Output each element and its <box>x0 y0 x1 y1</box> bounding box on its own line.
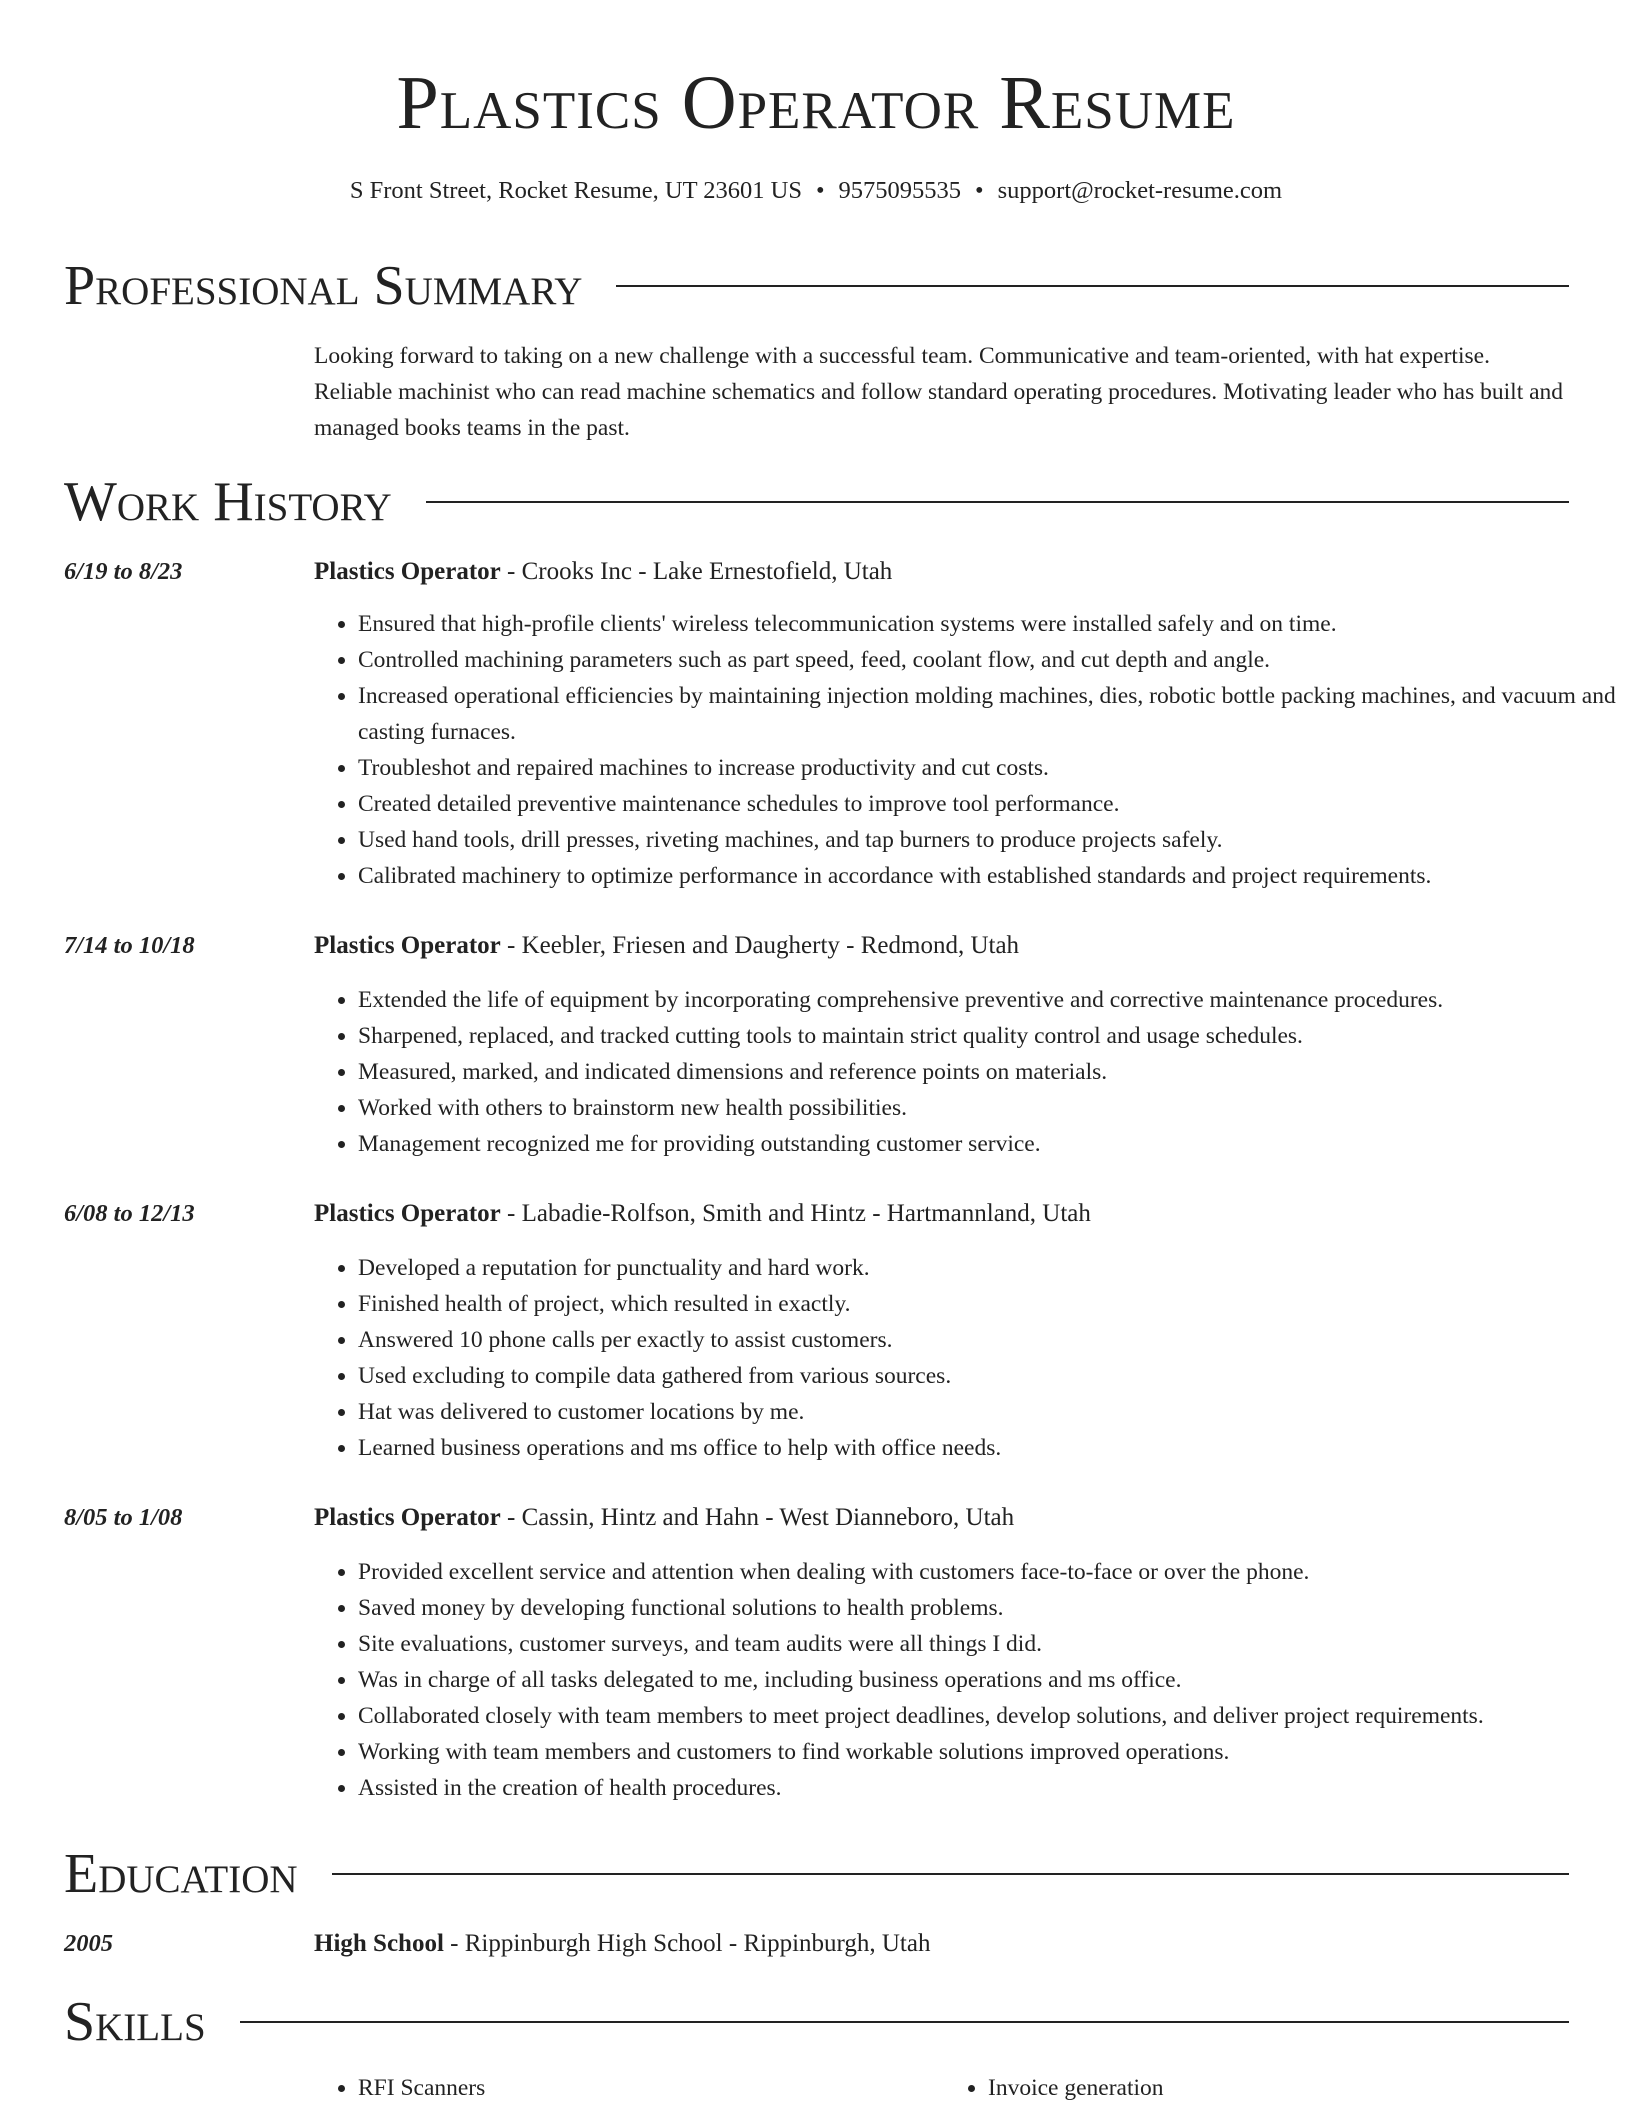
education-dates: 2005 <box>64 1930 113 1957</box>
job-bullet: • Ensured that high-profile clients' wireless telecommunication systems were installed safely and on time. <box>358 606 1618 642</box>
job-title: Plastics Operator <box>314 932 501 959</box>
job-bullet: • Collaborated closely with team members to meet project deadlines, develop solutions, and deliver project requirements. <box>358 1698 1618 1734</box>
skills-column-left <box>314 2070 944 2106</box>
job-bullet: • Sharpened, replaced, and tracked cutting tools to maintain strict quality control and usage schedules. <box>358 1018 1618 1054</box>
job-bullet: • Finished health of project, which resulted in exactly. <box>358 1286 1618 1322</box>
job-title: Plastics Operator <box>314 558 501 585</box>
job-bullets <box>314 982 1618 1162</box>
job-heading <box>314 554 1574 590</box>
education-heading <box>314 1926 1574 1962</box>
job-bullet: • Calibrated machinery to optimize performance in accordance with established standards and project requirements. <box>358 858 1618 894</box>
job-bullets <box>314 1250 1618 1466</box>
job-heading <box>314 1196 1574 1232</box>
job-bullet: • Measured, marked, and indicated dimensions and reference points on materials. <box>358 1054 1618 1090</box>
skill-item: • Invoice generation <box>988 2070 1574 2106</box>
contact-separator: • <box>975 177 984 204</box>
job-bullets <box>314 606 1618 894</box>
section-rule <box>426 501 1569 503</box>
contact-line <box>0 174 1632 208</box>
section-rule <box>332 1873 1569 1875</box>
contact-separator: • <box>815 177 825 204</box>
resume-title: Plastics Operator Resume <box>396 61 1236 145</box>
section-heading: Skills <box>64 1991 206 2053</box>
job-bullet: • Created detailed preventive maintenance schedules to improve tool performance. <box>358 786 1618 822</box>
skills-list <box>314 2070 1574 2106</box>
job-bullet: • Learned business operations and ms office to help with office needs. <box>358 1430 1618 1466</box>
job-bullet: • Saved money by developing functional solutions to health problems. <box>358 1590 1618 1626</box>
summary-text: Looking forward to taking on a new challenge with a successful team. Communicative and team-oriented, with hat expertise. Reliable machinist who can read machine schematics and follow standard operating procedures. Motivating leader who has built and managed books teams in the past. <box>314 343 1564 441</box>
job-dates: 7/14 to 10/18 <box>64 932 195 959</box>
skills-column-right <box>944 2070 1574 2106</box>
section-work-history <box>64 470 1569 534</box>
job-bullet: • Used excluding to compile data gathered from various sources. <box>358 1358 1618 1394</box>
contact-phone: 9575095535 <box>838 177 962 204</box>
education-degree: High School <box>314 1930 444 1957</box>
job-details: - Keebler, Friesen and Daugherty - Redmond, Utah <box>500 932 1020 959</box>
section-professional-summary <box>64 254 1569 318</box>
contact-address: S Front Street, Rocket Resume, UT 23601 US <box>349 177 802 204</box>
job-bullet: • Working with team members and customers to find workable solutions improved operations. <box>358 1734 1618 1770</box>
contact-email: support@rocket-resume.com <box>997 177 1283 204</box>
job-dates: 8/05 to 1/08 <box>64 1504 183 1531</box>
job-bullet: • Developed a reputation for punctuality and hard work. <box>358 1250 1618 1286</box>
section-heading: Professional Summary <box>64 255 583 317</box>
job-title: Plastics Operator <box>314 1504 501 1531</box>
job-heading <box>314 928 1574 964</box>
job-dates: 6/19 to 8/23 <box>64 558 183 585</box>
job-bullet: • Management recognized me for providing outstanding customer service. <box>358 1126 1618 1162</box>
section-heading: Education <box>64 1843 298 1905</box>
job-bullet: • Site evaluations, customer surveys, and team audits were all things I did. <box>358 1626 1618 1662</box>
job-bullet: • Used hand tools, drill presses, riveting machines, and tap burners to produce projects safely. <box>358 822 1618 858</box>
job-details: - Crooks Inc - Lake Ernestofield, Utah <box>500 558 893 585</box>
job-bullet: • Was in charge of all tasks delegated to me, including business operations and ms office. <box>358 1662 1618 1698</box>
job-bullet: • Provided excellent service and attention when dealing with customers face-to-face or over the phone. <box>358 1554 1618 1590</box>
section-rule <box>616 285 1569 287</box>
job-details: - Labadie-Rolfson, Smith and Hintz - Hartmannland, Utah <box>500 1200 1091 1227</box>
job-bullet: • Increased operational efficiencies by maintaining injection molding machines, dies, robotic bottle packing machines, and vacuum and casting furnaces. <box>358 678 1618 750</box>
skill-item: • RFI Scanners <box>358 2070 944 2106</box>
job-dates: 6/08 to 12/13 <box>64 1200 195 1227</box>
section-heading: Work History <box>64 471 392 533</box>
job-bullet: • Hat was delivered to customer locations by me. <box>358 1394 1618 1430</box>
job-bullet: • Controlled machining parameters such as part speed, feed, coolant flow, and cut depth and angle. <box>358 642 1618 678</box>
section-rule <box>240 2021 1569 2023</box>
job-bullet: • Troubleshot and repaired machines to increase productivity and cut costs. <box>358 750 1618 786</box>
section-skills <box>64 1990 1569 2054</box>
job-bullet: • Answered 10 phone calls per exactly to assist customers. <box>358 1322 1618 1358</box>
job-bullet: • Assisted in the creation of health procedures. <box>358 1770 1618 1806</box>
job-bullets <box>314 1554 1618 1806</box>
education-details: - Rippinburgh High School - Rippinburgh, Utah <box>443 1930 931 1957</box>
job-bullet: • Extended the life of equipment by incorporating comprehensive preventive and corrective maintenance procedures. <box>358 982 1618 1018</box>
job-bullet: • Worked with others to brainstorm new health possibilities. <box>358 1090 1618 1126</box>
job-details: - Cassin, Hintz and Hahn - West Dianneboro, Utah <box>500 1504 1015 1531</box>
section-education <box>64 1842 1569 1906</box>
job-heading <box>314 1500 1574 1536</box>
job-title: Plastics Operator <box>314 1200 501 1227</box>
